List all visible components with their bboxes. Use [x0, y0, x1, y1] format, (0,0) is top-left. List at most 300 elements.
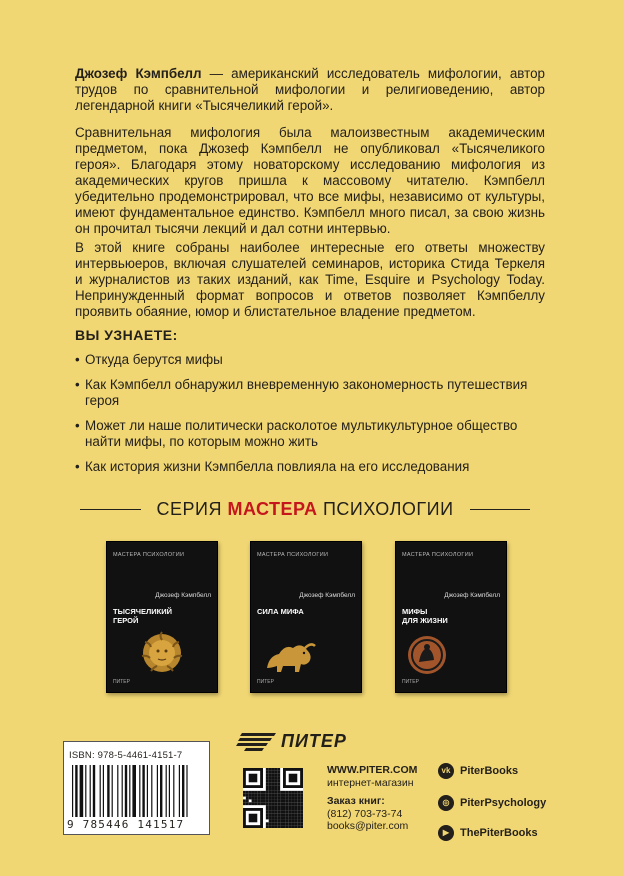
qr-module: [274, 785, 277, 788]
barcode-box: [63, 741, 210, 835]
qr-module: [289, 819, 292, 822]
book-author: Джозеф Кэмпбелл: [299, 592, 355, 599]
qr-module: [266, 805, 269, 808]
qr-module: [269, 825, 272, 828]
qr-module: [300, 814, 303, 817]
qr-module: [246, 791, 249, 794]
qr-module: [283, 805, 286, 808]
qr-module: [280, 791, 283, 794]
barcode-bar: [142, 765, 144, 817]
qr-module: [272, 817, 275, 820]
barcode-bar: [160, 765, 162, 817]
qr-module: [272, 825, 275, 828]
barcode-bar: [117, 765, 118, 817]
qr-module: [277, 791, 280, 794]
qr-module: [292, 817, 295, 820]
intro-text: — американский исследователь мифологии, автор трудов по сравнительной мифологии и религиоведению, автор легендарной книги «Тысячеликий герой».: [75, 66, 545, 113]
description-paragraph-2: [75, 240, 545, 320]
qr-module: [272, 814, 275, 817]
qr-module: [263, 791, 266, 794]
series-banner: [80, 497, 530, 521]
qr-module: [294, 811, 297, 814]
qr-module: [300, 802, 303, 805]
youtube-icon: ▶: [438, 825, 454, 841]
qr-module: [289, 797, 292, 800]
qr-module: [274, 771, 277, 774]
paragraph-text: Сравнительная мифология была малоизвестным академическим предметом, пока Джозеф Кэмпбелл не опубликовал «Тысячеликого героя». Благодаря этому новаторскому исследованию мифология из академических кругов пришла к массовому читателю. Кэмпбелл убедительно продемонстрировал, что все мифы, независимо от культуры, имеют фундаментальное единство. Кэмпбелл много писал, за свою жизнь он прочитал тысячи лекций и дал сотни интервью.: [75, 125, 545, 236]
qr-module: [249, 774, 258, 783]
barcode-bar: [75, 765, 77, 817]
qr-module: [269, 768, 272, 771]
book-publisher: ПИТЕР: [402, 679, 419, 685]
qr-module: [283, 814, 286, 817]
paragraph-text: В этой книге собраны наиболее интересные его ответы множеству интервьюеров, включая слушателей семинаров, историка Стида Теркеля и журналистов из таких изданий, как Time, Esquire и Psychology Today. Непринужденный формат вопросов и ответов позволяет Кэмпбеллу проявить обаяние, юмор и блистательное владение предметом.: [75, 240, 545, 319]
qr-module: [277, 771, 280, 774]
painted-plate-icon: [406, 634, 448, 676]
qr-module: [269, 814, 272, 817]
barcode-bar: [125, 765, 127, 817]
qr-module: [294, 814, 297, 817]
qr-module: [286, 805, 289, 808]
qr-module: [269, 788, 272, 791]
qr-module: [277, 817, 280, 820]
description-paragraph-1: [75, 125, 545, 237]
qr-module: [292, 791, 295, 794]
social-label: ThePiterBooks: [460, 827, 538, 839]
qr-module: [269, 777, 272, 780]
qr-module: [274, 805, 277, 808]
social-label: PiterBooks: [460, 765, 519, 777]
barcode-bar: [122, 765, 123, 817]
barcode-bar: [103, 765, 104, 817]
qr-module: [252, 799, 255, 802]
medusa-head-icon: [139, 630, 185, 676]
qr-module: [274, 799, 277, 802]
qr-module: [274, 774, 277, 777]
learn-list: [75, 352, 555, 484]
qr-module: [300, 808, 303, 811]
qr-module: [297, 811, 300, 814]
barcode-bar: [72, 765, 73, 817]
qr-module: [269, 794, 272, 797]
qr-module: [289, 791, 292, 794]
qr-module: [246, 794, 249, 797]
qr-module: [292, 794, 295, 797]
qr-module: [274, 802, 277, 805]
qr-module: [277, 774, 280, 777]
qr-module: [280, 808, 283, 811]
qr-module: [257, 791, 260, 794]
qr-module: [280, 811, 283, 814]
qr-module: [272, 774, 275, 777]
qr-module: [277, 811, 280, 814]
qr-module: [289, 814, 292, 817]
social-vk[interactable]: [438, 763, 518, 779]
book-cover-1: [106, 541, 218, 693]
qr-module: [246, 797, 249, 800]
qr-module: [283, 819, 286, 822]
qr-module: [277, 814, 280, 817]
qr-module: [272, 782, 275, 785]
qr-module: [260, 799, 263, 802]
qr-module: [286, 799, 289, 802]
instagram-icon: ◎: [438, 795, 454, 811]
qr-module: [300, 817, 303, 820]
qr-module: [274, 768, 277, 771]
qr-module: [289, 774, 298, 783]
email-link[interactable]: books@piter.com: [327, 820, 409, 832]
qr-module: [292, 822, 295, 825]
qr-module: [272, 768, 275, 771]
qr-module: [294, 799, 297, 802]
qr-module: [294, 791, 297, 794]
qr-module: [277, 788, 280, 791]
barcode-bar: [179, 765, 180, 817]
qr-module: [274, 794, 277, 797]
vk-icon: vk: [438, 763, 454, 779]
qr-module: [289, 811, 292, 814]
qr-module: [294, 822, 297, 825]
qr-module: [300, 811, 303, 814]
series-title-part1: СЕРИЯ: [156, 498, 228, 519]
qr-module: [286, 791, 289, 794]
qr-module: [277, 777, 280, 780]
logo-text: ПИТЕР: [281, 731, 347, 751]
qr-module: [286, 802, 289, 805]
qr-module: [289, 802, 292, 805]
book-title: ТЫСЯЧЕЛИКИЙ ГЕРОЙ: [113, 607, 173, 625]
qr-module: [266, 782, 269, 785]
qr-module: [294, 802, 297, 805]
qr-module: [263, 797, 266, 800]
qr-module: [266, 768, 269, 771]
qr-module: [269, 799, 272, 802]
qr-module: [269, 808, 272, 811]
qr-module: [249, 814, 258, 823]
qr-module: [294, 817, 297, 820]
qr-module: [277, 797, 280, 800]
qr-module: [277, 802, 280, 805]
qr-module: [274, 825, 277, 828]
qr-module: [297, 825, 300, 828]
qr-module: [289, 799, 292, 802]
qr-module: [266, 799, 269, 802]
qr-module: [283, 794, 286, 797]
qr-module: [283, 802, 286, 805]
qr-module: [274, 791, 277, 794]
author-name: Джозеф Кэмпбелл: [75, 66, 202, 81]
barcode-bar: [80, 765, 84, 817]
qr-module: [297, 799, 300, 802]
qr-module: [300, 797, 303, 800]
qr-module: [280, 817, 283, 820]
qr-module: [243, 794, 246, 797]
qr-module: [266, 797, 269, 800]
qr-module: [266, 802, 269, 805]
qr-module: [257, 799, 260, 802]
qr-module: [266, 822, 269, 825]
qr-module: [283, 799, 286, 802]
book-series-label: МАСТЕРА ПСИХОЛОГИИ: [402, 552, 474, 558]
qr-module: [266, 771, 269, 774]
qr-module: [280, 819, 283, 822]
qr-module: [294, 805, 297, 808]
qr-module: [266, 817, 269, 820]
qr-module: [257, 797, 260, 800]
qr-module: [249, 794, 252, 797]
qr-module: [246, 799, 249, 802]
qr-module: [266, 794, 269, 797]
qr-module: [269, 822, 272, 825]
qr-module: [283, 817, 286, 820]
publisher-logo: [236, 731, 368, 753]
qr-module: [254, 794, 257, 797]
qr-module: [294, 808, 297, 811]
qr-module: [297, 817, 300, 820]
qr-module: [297, 814, 300, 817]
barcode-bar: [173, 765, 174, 817]
qr-module: [300, 805, 303, 808]
qr-module: [286, 814, 289, 817]
barcode-bar: [85, 765, 86, 817]
qr-module: [269, 779, 272, 782]
qr-module: [292, 825, 295, 828]
website-link[interactable]: WWW.PITER.COM: [327, 764, 418, 776]
qr-module: [277, 825, 280, 828]
qr-module: [297, 808, 300, 811]
qr-module: [292, 808, 295, 811]
qr-module: [254, 799, 257, 802]
qr-module: [289, 825, 292, 828]
qr-module: [274, 788, 277, 791]
qr-module: [286, 794, 289, 797]
qr-module: [280, 797, 283, 800]
qr-module: [272, 779, 275, 782]
qr-module: [277, 799, 280, 802]
qr-module: [292, 805, 295, 808]
learn-heading: ВЫ УЗНАЕТЕ:: [75, 327, 178, 343]
qr-module: [269, 771, 272, 774]
qr-module: [277, 779, 280, 782]
qr-module: [274, 797, 277, 800]
qr-module: [272, 808, 275, 811]
qr-module: [292, 802, 295, 805]
qr-module: [254, 791, 257, 794]
qr-module: [272, 771, 275, 774]
qr-module: [266, 808, 269, 811]
series-title-accent: МАСТЕРА: [227, 498, 318, 519]
qr-module: [272, 822, 275, 825]
qr-module: [277, 822, 280, 825]
qr-module: [286, 797, 289, 800]
qr-module: [257, 794, 260, 797]
book-author: Джозеф Кэмпбелл: [155, 592, 211, 599]
book-publisher: ПИТЕР: [257, 679, 274, 685]
social-youtube[interactable]: [438, 825, 538, 841]
qr-module: [292, 799, 295, 802]
book-series-label: МАСТЕРА ПСИХОЛОГИИ: [257, 552, 329, 558]
qr-module: [300, 819, 303, 822]
qr-module: [274, 814, 277, 817]
qr-module: [297, 802, 300, 805]
qr-module: [300, 794, 303, 797]
barcode-bar: [169, 765, 170, 817]
qr-module: [300, 799, 303, 802]
qr-module: [292, 811, 295, 814]
qr-module: [286, 822, 289, 825]
qr-module: [257, 802, 260, 805]
list-item: • Может ли наше политически расколотое мультикультурное общество найти мифы, по которым можно жить: [75, 418, 555, 450]
qr-module: [277, 819, 280, 822]
qr-module: [280, 799, 283, 802]
qr-module: [254, 802, 257, 805]
qr-module: [263, 802, 266, 805]
barcode-bar: [132, 765, 136, 817]
contact-info: [327, 764, 417, 833]
qr-module: [277, 805, 280, 808]
qr-module: [269, 805, 272, 808]
book-title: МИФЫ ДЛЯ ЖИЗНИ: [402, 607, 448, 625]
qr-module: [254, 797, 257, 800]
qr-code-icon[interactable]: [243, 768, 303, 828]
barcode-bar: [107, 765, 109, 817]
qr-module: [269, 817, 272, 820]
qr-module: [294, 797, 297, 800]
qr-module: [243, 791, 246, 794]
qr-module: [297, 805, 300, 808]
social-instagram[interactable]: [438, 795, 546, 811]
social-label: PiterPsychology: [460, 797, 547, 809]
qr-module: [272, 819, 275, 822]
qr-module: [266, 814, 269, 817]
barcode-number: 9 785446 141517: [67, 818, 185, 831]
qr-module: [292, 819, 295, 822]
qr-module: [286, 819, 289, 822]
qr-module: [300, 822, 303, 825]
qr-module: [274, 819, 277, 822]
qr-module: [277, 785, 280, 788]
qr-module: [249, 791, 252, 794]
qr-module: [292, 797, 295, 800]
book-publisher: ПИТЕР: [113, 679, 130, 685]
qr-module: [272, 797, 275, 800]
qr-module: [274, 817, 277, 820]
qr-module: [272, 791, 275, 794]
list-item: • Как Кэмпбелл обнаружил вневременную закономерность путешествия героя: [75, 377, 555, 409]
qr-module: [292, 814, 295, 817]
barcode-bar: [182, 765, 184, 817]
qr-module: [280, 822, 283, 825]
qr-module: [294, 794, 297, 797]
qr-module: [280, 825, 283, 828]
qr-module: [300, 791, 303, 794]
barcode-bar: [139, 765, 140, 817]
qr-module: [272, 785, 275, 788]
book-cover-2: [250, 541, 362, 693]
qr-module: [266, 791, 269, 794]
qr-module: [272, 794, 275, 797]
qr-module: [266, 779, 269, 782]
qr-module: [297, 791, 300, 794]
qr-module: [266, 811, 269, 814]
barcode-bar: [157, 765, 158, 817]
qr-module: [277, 782, 280, 785]
qr-module: [297, 797, 300, 800]
qr-module: [269, 791, 272, 794]
logo-stripes-icon: [236, 733, 278, 753]
qr-module: [277, 808, 280, 811]
qr-module: [269, 811, 272, 814]
barcode-bar: [151, 765, 152, 817]
barcode-icon: [72, 765, 200, 817]
intro-paragraph: [75, 66, 545, 114]
qr-module: [260, 794, 263, 797]
qr-module: [272, 805, 275, 808]
qr-module: [280, 814, 283, 817]
qr-module: [297, 819, 300, 822]
qr-module: [274, 811, 277, 814]
qr-module: [252, 797, 255, 800]
barcode-bar: [186, 765, 187, 817]
book-title: СИЛА МИФА: [257, 607, 304, 616]
barcode-bar: [129, 765, 130, 817]
barcode-bar: [100, 765, 101, 817]
barcode-bar: [166, 765, 167, 817]
qr-module: [283, 791, 286, 794]
golden-beast-icon: [261, 638, 317, 678]
qr-module: [269, 782, 272, 785]
barcode-bar: [90, 765, 91, 817]
book-series-label: МАСТЕРА ПСИХОЛОГИИ: [113, 552, 185, 558]
qr-module: [269, 819, 272, 822]
qr-module: [274, 822, 277, 825]
qr-module: [277, 794, 280, 797]
phone-number: (812) 703-73-74: [327, 807, 403, 820]
qr-module: [252, 794, 255, 797]
shop-label: интернет-магазин: [327, 776, 414, 789]
qr-module: [266, 788, 269, 791]
qr-module: [274, 808, 277, 811]
qr-module: [274, 777, 277, 780]
qr-module: [266, 785, 269, 788]
qr-module: [272, 799, 275, 802]
qr-module: [263, 799, 266, 802]
qr-module: [249, 802, 252, 805]
qr-module: [260, 791, 263, 794]
qr-module: [260, 802, 263, 805]
qr-module: [274, 779, 277, 782]
barcode-bar: [147, 765, 148, 817]
qr-module: [289, 808, 292, 811]
isbn-text: ISBN: 978-5-4461-4151-7: [69, 750, 183, 761]
qr-module: [283, 822, 286, 825]
qr-module: [283, 808, 286, 811]
qr-module: [272, 802, 275, 805]
divider-left: [80, 509, 141, 510]
qr-module: [272, 777, 275, 780]
qr-module: [272, 811, 275, 814]
qr-module: [243, 799, 246, 802]
qr-module: [283, 825, 286, 828]
qr-module: [269, 802, 272, 805]
qr-module: [260, 797, 263, 800]
qr-module: [286, 808, 289, 811]
qr-module: [286, 825, 289, 828]
divider-right: [470, 509, 531, 510]
qr-module: [297, 794, 300, 797]
qr-module: [286, 817, 289, 820]
series-title-part2: ПСИХОЛОГИИ: [317, 498, 454, 519]
